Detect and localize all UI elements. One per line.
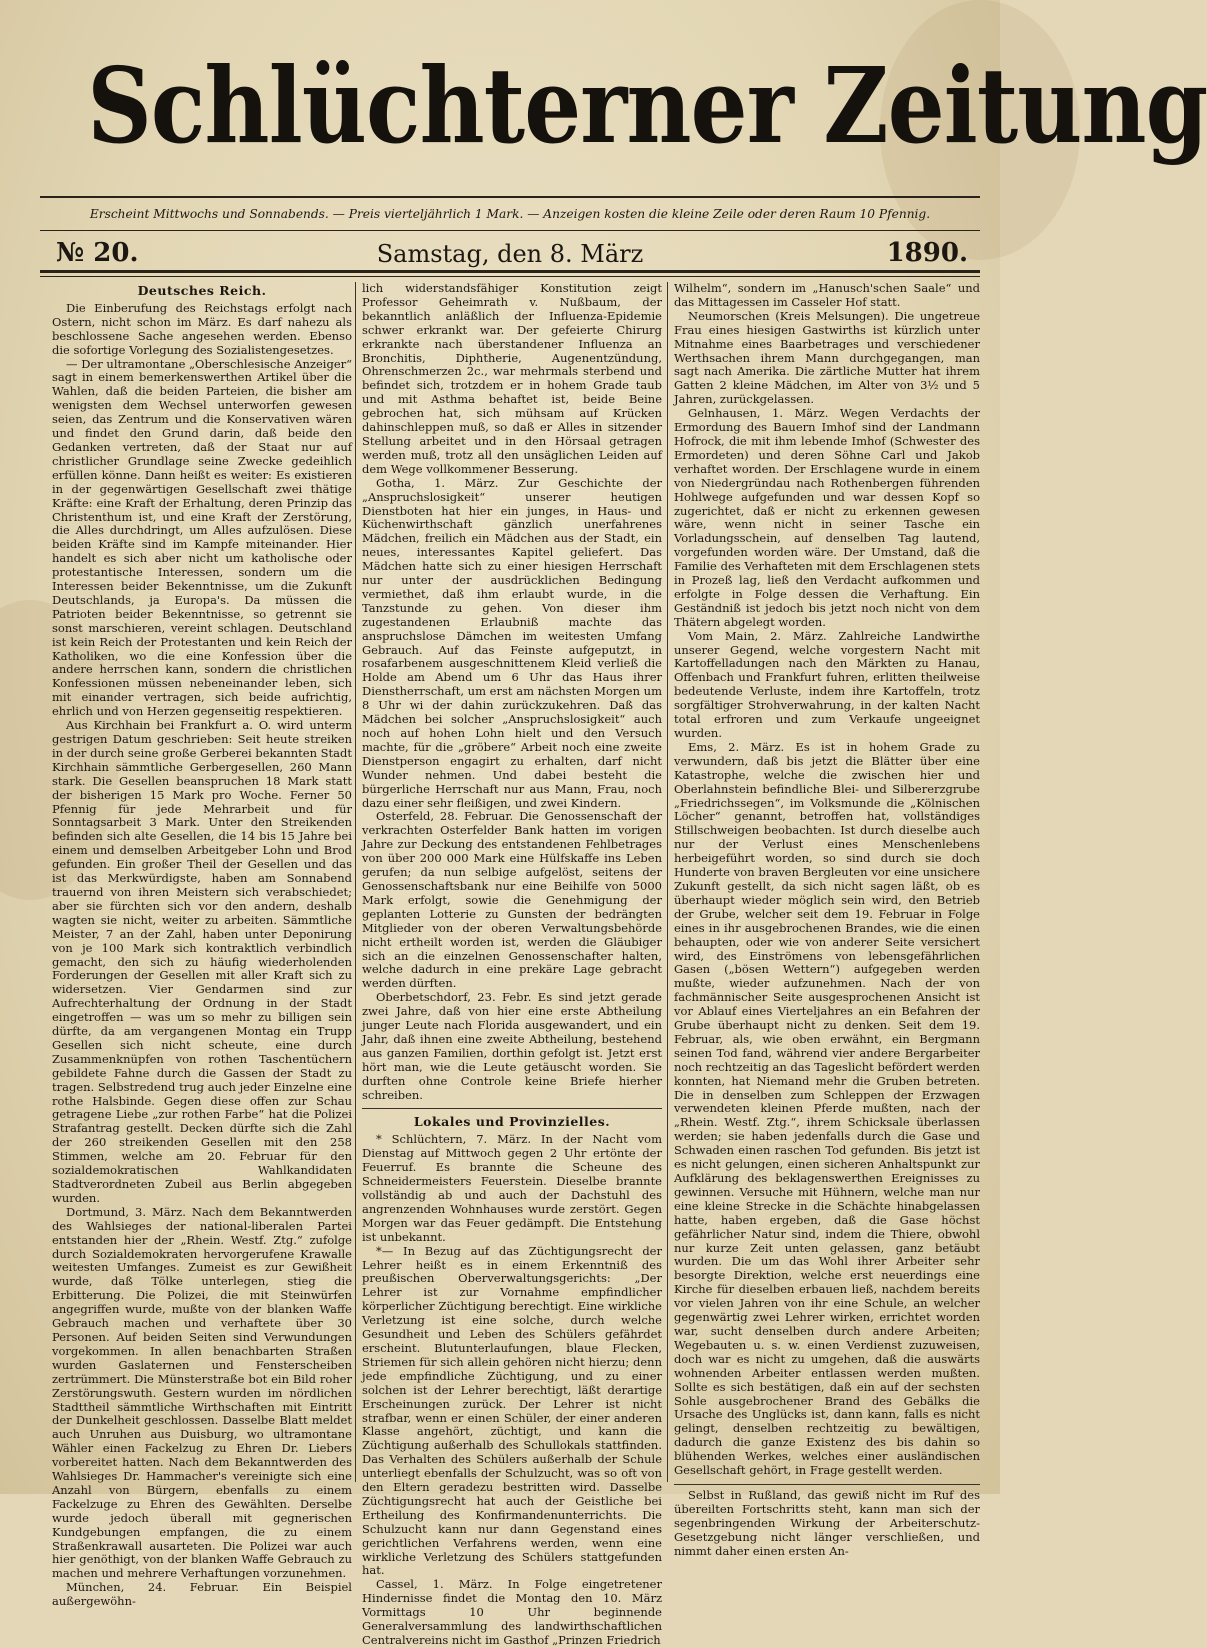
dateline [40,238,980,270]
column-2 [362,281,662,1647]
masthead-title: Schlüchterner Zeitung [87,44,1207,167]
issue-number: № 20. [56,238,139,268]
masthead-subline: Erscheint Mittwochs und Sonnabends. — Preis vierteljährlich 1 Mark. — Anzeigen kosten die kleine Zeile oder deren Raum 10 Pfennig. [89,207,931,221]
article-paragraph: Cassel, 1. März. In Folge eingetretener Hindernisse findet die Montag den 10. März Vormittags 10 Uhr beginnende Generalversammlung des landwirthschaftlichen Centralvereins nicht im Gasthof „Prinzen Friedrich [362,1577,662,1647]
top-rule [40,196,980,198]
section-heading: Deutsches Reich. [137,283,267,298]
article-divider [674,1484,980,1559]
article-paragraph: — Der ultramontane „Oberschlesische Anzeiger“ sagt in einem bemerkenswerthen Artikel über die Wahlen, daß die beiden Parteien, die bisher am wenigsten dem Wechsel unterworfen gewesen seien, das Zentrum und die Konservativen wären und findet den Grund darin, daß beide den Gedanken vertreten, daß der Staat nur auf christlicher Grundlage seine Zwecke gedeihlich erfüllen könne. Dann heißt es weiter: Es existieren in der gegenwärtigen Gesellschaft zwei thätige Kräfte: eine Kraft der Erhaltung, deren Prinzip das Christenthum ist, und eine Kraft der Zerstörung, die Alles durchdringt, um Alles aufzulösen. Diese beiden Kräfte sind im Kampfe miteinander. Hier handelt es sich aber nicht um katholische oder protestantische Interessen, sondern um die Interessen beider Bekenntnisse, um die Zukunft Deutschlands, ja Europa's. Da müssen die Patrioten beider Bekenntnisse, so getrennt sie sonst marschieren, vereint schlagen. Deutschland ist kein Reich der Protestanten und kein Reich der Katholiken, wo die eine Konfession über die andere herrschen kann, sondern die christlichen Konfessionen müssen nebeneinander leben, sich mit einander vertragen, sich beide aufrichtig, ehrlich und von Herzen gegenseitig respektieren. [52,356,352,719]
article-paragraph: Wilhelm“, sondern im „Hanusch'schen Saale“ und das Mittagessen im Casseler Hof statt. [674,281,980,309]
article-paragraph: Neumorschen (Kreis Melsungen). Die ungetreue Frau eines hiesigen Gastwirths ist kürzlich unter Mitnahme eines Baarbetrages und verschiedener Werthsachen ihrem Mann durchgegangen, man sagt nach Amerika. Die zärtliche Mutter hat ihrem Gatten 2 kleine Mädchen, im Alter von 3½ und 5 Jahren, zurückgelassen. [674,308,980,407]
article-paragraph: Ems, 2. März. Es ist in hohem Grade zu verwundern, daß bis jetzt die Blätter über eine Katastrophe, welche die zwischen hier und Oberlahnstein befindliche Blei- und Silbererzgrube „Friedrichssegen“, im Volksmunde die „Kölnischen Löcher“ genannt, betroffen hat, vollständiges Stillschweigen beobachten. Ist durch dieselbe auch nur der Verlust eines Menschenlebens herbeigeführt worden, so sind durch sie doch Hunderte von braven Bergleuten vor eine unsichere Zukunft gestellt, da sich nicht sagen läßt, ob es überhaupt wieder möglich sein wird, den Betrieb der Grube, welcher seit dem 19. Februar in Folge eines in ihr ausgebrochenen Brandes, wie die einen behaupten, oder wie von anderer Seite versichert wird, des Einströmens von lebensgefährlichen Gasen („bösen Wettern“) aufgegeben werden mußte, wieder aufzunehmen. Nach der von fachmännischer Seite ausgesprochenen Ansicht ist vor Ablauf eines Vierteljahres an ein Befahren der Grube überhaupt nicht zu denken. Seit dem 19. Februar, als, wie oben erwähnt, ein Bergmann seinen Tod fand, während vier andere Bergarbeiter noch rechtzeitig an das Tageslicht befördert werden konnten, hat Niemand mehr die Gruben betreten. Die in denselben zum Schleppen der Erzwagen verwendeten kleinen Pferde mußten, nach der „Rhein. Westf. Ztg.“, ihrem Schicksale überlassen werden; sie haben jedenfalls durch die Gase und Schwaden einen raschen Tod gefunden. Bis jetzt ist es nicht gelungen, einen sicheren Anhaltspunkt zur Aufklärung des beklagenswerthen Ereignisses zu gewinnen. Versuche mit Hühnern, welche man nur eine kleine Strecke in die Schächte hinabgelassen hatte, haben ergeben, daß die Gase höchst gefährlicher Natur sind, indem die Thiere, obwohl nur kurze Zeit unten gelassen, ganz betäubt wurden. Die um das Wohl ihrer Arbeiter sehr besorgte Direktion, welche erst neuerdings eine Kirche für dieselben erbauen ließ, nachdem bereits vor vielen Jahren von ihr eine Schule, an welcher gegenwärtig zwei Lehrer wirken, errichtet worden war, sucht denselben durch andere Arbeiten; Wegebauten u. s. w. einen Verdienst zuzuweisen, doch war es nicht zu umgehen, daß die auswärts wohnenden Arbeiter entlassen werden mußten. Sollte es sich bestätigen, daß ein auf der sechsten Sohle ausgebrochener Brand des Gebälks die Ursache des Unglücks ist, dann kann, falls es nicht gelingt, denselben rechtzeitig zu bewältigen, dadurch die ganze Existenz des bis dahin so blühenden Werkes, welches einer ausländischen Gesellschaft gehört, in Frage gestellt werden. [674,739,980,1478]
article-paragraph: Dortmund, 3. März. Nach dem Bekanntwerden des Wahlsieges der national-liberalen Partei entstanden hier der „Rhein. Westf. Ztg.“ zufolge durch Sozialdemokraten hervorgerufene Krawalle weitesten Umfanges. Zumeist es zur Gewißheit wurde, daß Tölke unterlegen, stieg die Erbitterung. Die Polizei, die mit Steinwürfen angegriffen wurde, mußte von der blanken Waffe Gebrauch machen und verhaftete über 30 Personen. Auf beiden Seiten sind Verwundungen vorgekommen. In allen benachbarten Straßen wurden Gaslaternen und Fensterscheiben zertrümmert. Die Münsterstraße bot ein Bild roher Zerstörungswuth. Gestern wurden im nördlichen Stadttheil sämmtliche Wirthschaften mit Eintritt der Dunkelheit geschlossen. Dasselbe Blatt meldet auch Unruhen aus Duisburg, wo ultramontane Wähler einen Fackelzug zu Ehren Dr. Liebers vorbereitet hatten. Nach dem Bekanntwerden des Wahlsieges Dr. Hammacher's vereinigte sich eine Anzahl von Bürgern, ebenfalls zu einem Fackelzuge zu Ehren des Gewählten. Derselbe wurde jedoch überall mit gegnerischen Kundgebungen empfangen, die zu einem Straßenkrawall ausarteten. Die Polizei war auch hier genöthigt, von der blanken Waffe Gebrauch zu machen und mehrere Verhaftungen vorzunehmen. [52,1204,352,1581]
article-paragraph: Gelnhausen, 1. März. Wegen Verdachts der Ermordung des Bauern Imhof sind der Landmann Hofrock, die mit ihm lebende Imhof (Schwester des Ermordeten) und deren Söhne Carl und Jakob verhaftet worden. Der Erschlagene wurde in einem von Niedergründau nach Rothenbergen führenden Hohlwege aufgefunden und war dessen Kopf so zugerichtet, daß er nicht zu erkennen gewesen wäre, wenn nicht in seiner Tasche ein Vorladungsschein, auf denselben Tag lautend, vorgefunden worden wäre. Der Umstand, daß die Familie des Verhafteten mit dem Erschlagenen stets in Prozeß lag, ließ den Verdacht aufkommen und erfolgte in Folge dessen die Verhaftung. Ein Geständniß ist jedoch bis jetzt noch nicht von dem Thätern abgelegt worden. [674,406,980,629]
dateline-rule-thin [40,276,980,277]
article-paragraph: Osterfeld, 28. Februar. Die Genossenschaft der verkrachten Osterfelder Bank hatten im vorigen Jahre zur Deckung des entstandenen Fehlbetrages von über 200 000 Mark eine Hülfskaffe ins Leben gerufen; da nun selbige aufgelöst, seitens der Genossenschaftsbank nur eine Beihilfe von 5000 Mark erfolgt, sowie die Genehmigung der geplanten Lotterie zu Gunsten der bedrängten Mitglieder von der oberen Verwaltungsbehörde nicht ertheilt worden ist, werden die Gläubiger sich an die einzelnen Genossenschafter halten, welche dadurch in eine prekäre Lage gebracht werden dürften. [362,809,662,991]
issue-year: 1890. [886,238,968,268]
article-paragraph: Oberbetschdorf, 23. Febr. Es sind jetzt gerade zwei Jahre, daß von hier eine erste Abtheilung junger Leute nach Florida ausgewandert, und ein Jahr, daß ihnen eine zweite Abtheilung, bestehend aus ganzen Familien, dorthin gefolgt ist. Jetzt erst hört man, wie die Leute getäuscht worden. Sie durften ohne Controle keine Briefe hierher schreiben. [362,990,662,1102]
article-paragraph: Die Einberufung des Reichstags erfolgt nach Ostern, nicht schon im März. Es darf nahezu als beschlossene Sache angesehen werden. Ebenso die sofortige Vorlegung des Sozialistengesetzes. [52,300,352,357]
dateline-rule-thick [40,270,980,273]
column-1 [52,282,352,1609]
article-paragraph: Gotha, 1. März. Zur Geschichte der „Anspruchslosigkeit“ unserer heutigen Dienstboten hat hier ein junges, in Haus- und Küchenwirthschaft gänzlich unerfahrenes Mädchen, freilich ein Mädchen aus der Stadt, ein neues, interessantes Kapitel geliefert. Das Mädchen hatte sich zu einer hiesigen Herrschaft nur unter der ausdrücklichen Bedingung vermiethet, daß ihm erlaubt wurde, in die Tanzstunde zu gehen. Von dieser ihm zugestandenen Erlaubniß machte das anspruchslose Dämchen im weitesten Umfang Gebrauch. Auf das Feinste aufgeputzt, in rosafarbenem ausgeschnittenem Kleid verließ die Holde am Abend um 6 Uhr das Haus ihrer Dienstherrschaft, um erst am nächsten Morgen um 8 Uhr wi der dahin zurückzukehren. Daß das Mädchen bei solcher „Anspruchslosigkeit“ auch noch auf hohen Lohn hielt und den Versuch machte, für die „gröbere“ Arbeit noch eine zweite Dienstperson engagirt zu erhalten, darf nicht Wunder nehmen. Und dabei besteht die bürgerliche Herrschaft nur aus Mann, Frau, noch dazu einer sehr fleißigen, und zwei Kindern. [362,475,662,810]
article-paragraph: Aus Kirchhain bei Frankfurt a. O. wird unterm gestrigen Datum geschrieben: Seit heute streiken in der durch seine große Gerberei bekannten Stadt Kirchhain sämmtliche Gerbergesellen, 260 Mann stark. Die Gesellen beanspruchen 18 Mark statt der bisherigen 15 Mark pro Woche. Ferner 50 Pfennig für jede Mehrarbeit und für Sonntagsarbeit 3 Mark. Unter den Streikenden befinden sich alte Gesellen, die 14 bis 15 Jahre bei einem und demselben Arbeitgeber Lohn und Brod gefunden. Ein großer Theil der Gesellen und das ist das Merkwürdigste, haben am Sonnabend trauernd von ihren Meistern sich verabschiedet; aber sie fürchten sich vor den andern, deshalb wagten sie nicht, weiter zu arbeiten. Sämmtliche Meister, 7 an der Zahl, haben unter Deponirung von je 100 Mark sich kontraktlich verbindlich gemacht, den sich zu häufig wiederholenden Forderungen der Gesellen mit aller Kraft sich zu widersetzen. Vier Gendarmen sind zur Aufrechterhaltung der Ordnung in der Stadt eingetroffen — was um so mehr zu billigen sein dürfte, da am vergangenen Montag ein Trupp Gesellen sich nicht scheute, eine durch Zusammenknüpfen von rothen Taschentüchern gebildete Fahne durch die Gassen der Stadt zu tragen. Selbstredend trug auch jeder Einzelne eine rothe Halsbinde. Gegen diese offen zur Schau getragene Liebe „zur rothen Farbe“ hat die Polizei Strafantrag gestellt. Decken dürfte sich die Zahl der 260 streikenden Gesellen mit den 258 Stimmen, welche am 20. Februar für den sozialdemokratischen Wahlkandidaten Stadtverordneten Zubeil aus Berlin abgegeben wurden. [52,718,352,1205]
local-news-section [362,1108,662,1647]
article-paragraph: *— In Bezug auf das Züchtigungsrecht der Lehrer heißt es in einem Erkenntniß des preußischen Oberverwaltungsgerichts: „Der Lehrer ist zur Vornahme empfindlicher körperlicher Züchtigung berechtigt. Eine wirkliche Verletzung ist eine solche, durch welche Gesundheit und Leben des Schülers gefährdet erscheint. Blutunterlaufungen, blaue Flecken, Striemen für sich allein gehören nicht hierzu; denn jede empfindliche Züchtigung, und zu einer solchen ist der Lehrer berechtigt, läßt derartige Erscheinungen zurück. Der Lehrer ist nicht strafbar, wenn er einen Schüler, der einer anderen Klasse angehört, züchtigt, und kann die Züchtigung außerhalb des Schullokals stattfinden. Das Verhalten des Schülers außerhalb der Schule unterliegt ebenfalls der Schulzucht, was so oft von den Eltern geradezu bestritten wird. Dasselbe Züchtigungsrecht hat auch der Geistliche bei Ertheilung des Konfirmandenunterrichts. Die Schulzucht kann nur dann Gegenstand eines gerichtlichen Verfahrens werden, wenn eine wirkliche Verletzung des Schülers stattgefunden hat. [362,1243,662,1578]
article-paragraph: München, 24. Februar. Ein Beispiel außergewöhn- [52,1580,352,1609]
column-divider [667,282,668,1482]
issue-date: Samstag, den 8. März [376,240,644,268]
column-divider [355,282,356,1482]
column-3 [674,281,980,1558]
article-paragraph: lich widerstandsfähiger Konstitution zeigt Professor Geheimrath v. Nußbaum, der bekanntlich anläßlich der Influenza-Epidemie schwer erkrankt war. Der gefeierte Chirurg erkrankte nach überstandener Influenza an Bronchitis, Diphtherie, Augenentzündung, Ohrenschmerzen 2c., war mehrmals sterbend und befindet sich, trotzdem er in hohem Grade taub und mit Asthma behaftet ist, beide Beine gebrochen hat, sich mühsam auf Krücken dahinschleppen muß, so daß er Alles in sitzender Stellung arbeitet und in den Hörsaal getragen werden muß, trotz all den unsäglichen Leiden auf dem Wege vollkommener Besserung. [362,281,662,476]
article-paragraph: * Schlüchtern, 7. März. In der Nacht vom Dienstag auf Mittwoch gegen 2 Uhr ertönte der Feuerruf. Es brannte die Scheune des Schneidermeisters Feuerstein. Dieselbe brannte vollständig ab und auch der Dachstuhl des angrenzenden Wohnhauses wurde zerstört. Gegen Morgen war das Feuer gedämpft. Die Entstehung ist unbekannt. [362,1132,662,1244]
article-paragraph: Vom Main, 2. März. Zahlreiche Landwirthe unserer Gegend, welche vorgestern Nacht mit Kartoffelladungen nach den Märkten zu Hanau, Offenbach und Frankfurt fuhren, erlitten theilweise bedeutende Verluste, indem ihre Kartoffeln, trotz sorgfältiger Strohverwahrung, in der kalten Nacht total erfroren und zum Verkaufe ungeeignet wurden. [674,628,980,740]
section-heading: Lokales und Provinzielles. [413,1114,611,1130]
article-paragraph: Selbst in Rußland, das gewiß nicht im Ruf des übereilten Fortschritts steht, kann man sich der segenbringenden Wirkung der Arbeiterschutz-Gesetzgebung nicht länger verschließen, und nimmt daher einen ersten An- [674,1487,980,1558]
subline-rule [40,230,980,231]
